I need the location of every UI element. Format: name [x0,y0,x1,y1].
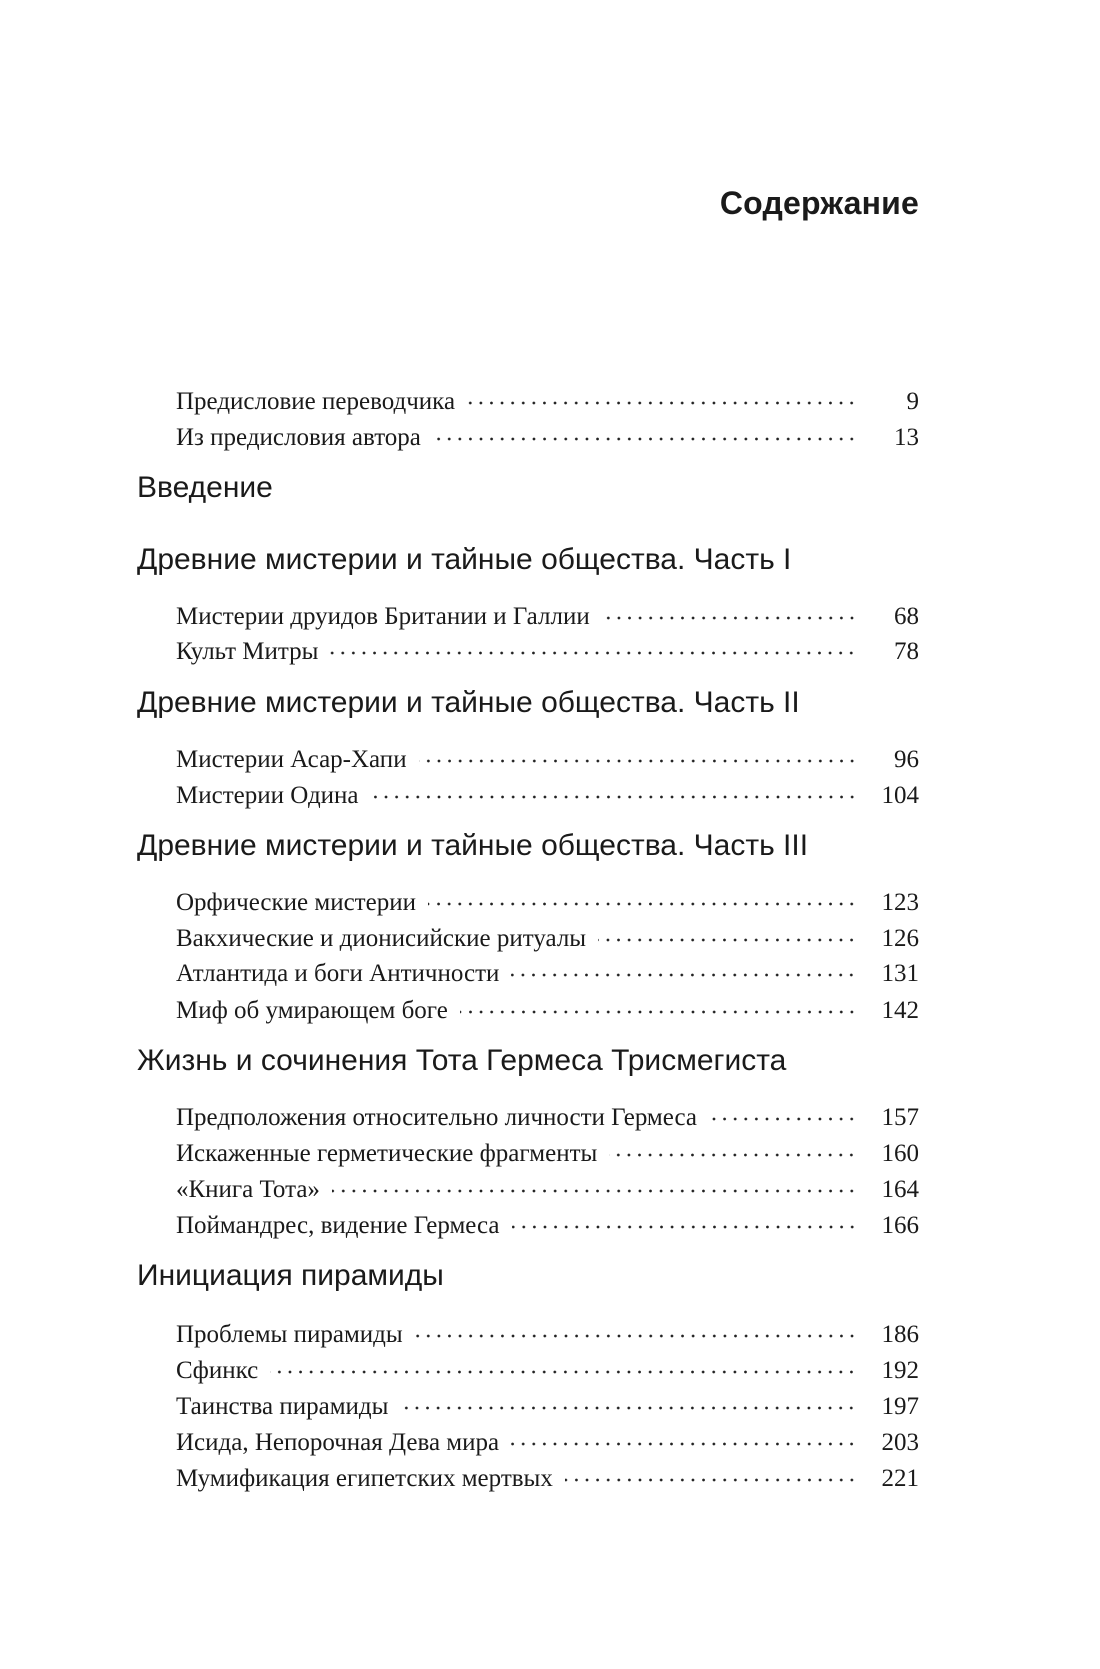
toc-entry-label: Проблемы пирамиды [176,1321,403,1348]
toc-entry-label: Поймандрес, видение Гермеса [176,1212,500,1239]
toc-entry-label: Мумификация египетских мертвых [176,1465,553,1492]
toc-entry-page: 166 [881,1212,919,1239]
toc-entry[interactable] [176,912,919,952]
page-title: Содержание [719,185,919,221]
toc-entry-label: Таинства пирамиды [176,1393,389,1420]
toc-entry-label: Предисловие переводчика [176,388,456,415]
toc-entry-page: 131 [881,960,919,987]
toc-entry-label: Предположения относительно личности Гермеса [176,1104,697,1131]
section-title[interactable]: Введение [137,471,273,504]
toc-entry-page: 192 [881,1357,919,1384]
toc-entry[interactable] [176,769,919,809]
toc-entry[interactable] [176,1163,919,1203]
toc-entry[interactable] [176,375,919,415]
toc-entry-label: Вакхические и дионисийские ритуалы [176,925,587,952]
toc-entry-page: 197 [881,1393,919,1420]
toc-entry-page: 126 [881,925,919,952]
dot-leader [433,422,857,456]
toc-entry-label: «Книга Тота» [176,1176,320,1203]
toc-entry-page: 221 [881,1465,919,1492]
toc-entry[interactable] [176,1452,919,1492]
toc-entry-label: Сфинкс [176,1357,259,1384]
section-title[interactable]: Древние мистерии и тайные общества. Часть I [137,543,792,576]
toc-entry-label: Из предисловия автора [176,424,421,451]
section-title[interactable]: Инициация пирамиды [137,1259,444,1292]
toc-entry[interactable] [176,1127,919,1167]
toc-entry-page: 78 [894,638,919,665]
toc-entry[interactable] [176,411,919,451]
toc-entry-page: 104 [881,782,919,809]
toc-entry-label: Миф об умирающем боге [176,997,448,1024]
section-title[interactable]: Древние мистерии и тайные общества. Часть II [137,686,800,719]
toc-entry-page: 142 [881,997,919,1024]
dot-leader [371,780,857,814]
toc-entry-label: Мистерии Одина [176,782,359,809]
section-title[interactable]: Жизнь и сочинения Тота Гермеса Трисмегиста [137,1044,787,1077]
toc-entry-label: Мистерии Асар-Хапи [176,746,407,773]
dot-leader [460,995,857,1029]
toc-entry-label: Искаженные герметические фрагменты [176,1140,598,1167]
toc-entry[interactable] [176,1091,919,1131]
toc-entry[interactable] [176,876,919,916]
toc-entry-label: Исида, Непорочная Дева мира [176,1429,500,1456]
toc-entry-label: Культ Митры [176,638,319,665]
toc-entry-page: 186 [881,1321,919,1348]
toc-entry-label: Мистерии друидов Британии и Галлии [176,603,590,630]
dot-leader [565,1463,857,1497]
toc-entry[interactable] [176,733,919,773]
toc-entry[interactable] [176,984,919,1024]
toc-entry-page: 157 [881,1104,919,1131]
dot-leader [512,1210,858,1244]
toc-entry-page: 13 [894,424,919,451]
toc-entry[interactable] [176,590,919,630]
toc-entry-page: 96 [894,746,919,773]
toc-entry-page: 160 [881,1140,919,1167]
toc-entry-page: 9 [906,388,919,415]
toc-entry-page: 164 [881,1176,919,1203]
toc-entry[interactable] [176,625,919,665]
toc-entry[interactable] [176,947,919,987]
toc-entry[interactable] [176,1199,919,1239]
toc-entry-label: Орфические мистерии [176,889,416,916]
toc-entry-page: 68 [894,603,919,630]
toc-entry[interactable] [176,1380,919,1420]
toc-entry[interactable] [176,1416,919,1456]
toc-entry-page: 123 [881,889,919,916]
toc-entry[interactable] [176,1308,919,1348]
toc-entry[interactable] [176,1344,919,1384]
toc-entry-label: Атлантида и боги Античности [176,960,500,987]
section-title[interactable]: Древние мистерии и тайные общества. Часть III [137,829,809,862]
toc-entry-page: 203 [881,1429,919,1456]
dot-leader [330,636,857,670]
